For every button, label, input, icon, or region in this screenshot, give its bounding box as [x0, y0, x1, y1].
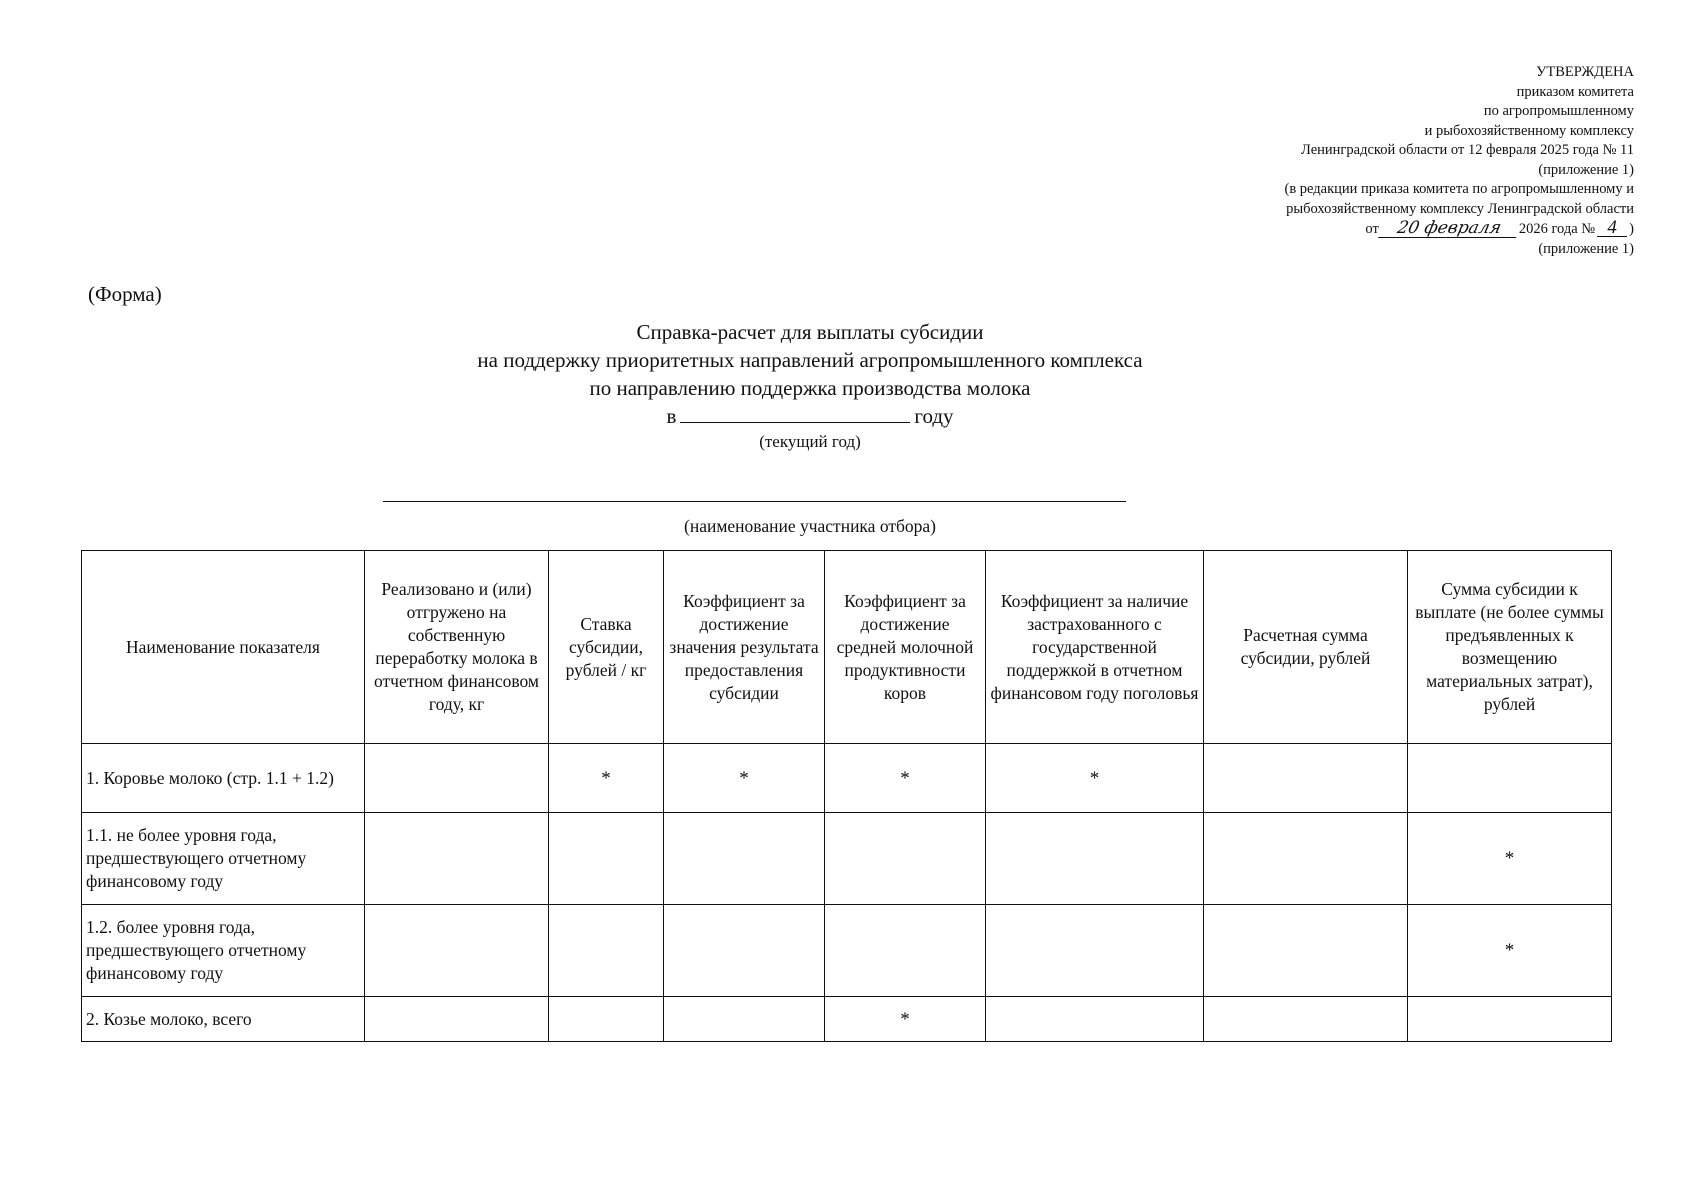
year-suffix: году [914, 404, 954, 428]
table-cell[interactable] [986, 813, 1204, 905]
approval-line: УТВЕРЖДЕНА [1536, 64, 1634, 80]
year-caption: (текущий год) [759, 432, 861, 451]
document-title [0, 318, 1620, 430]
signed-middle: 2026 года № [1518, 221, 1596, 237]
title-line-2: на поддержку приоритетных направлений агропромышленного комплекса [477, 348, 1143, 372]
table-header-row [82, 551, 1612, 744]
table-cell[interactable] [365, 744, 549, 813]
subsidy-table [81, 550, 1612, 1042]
approval-block [1284, 63, 1634, 259]
approval-line: приказом комитета [1516, 83, 1634, 100]
table-cell[interactable] [825, 905, 986, 997]
table-row [82, 905, 1612, 997]
row-name: 1. Коровье молоко (стр. 1.1 + 1.2) [82, 744, 365, 813]
year-blank-field[interactable] [680, 402, 910, 423]
approval-line: и рыбохозяйственному комплексу [1424, 122, 1634, 139]
table-row [82, 997, 1612, 1042]
table-cell[interactable]: * [549, 744, 664, 813]
table-cell[interactable]: * [1408, 905, 1612, 997]
year-prefix: в [666, 404, 677, 428]
column-header: Ставка субсидии, рублей / кг [549, 551, 664, 744]
table-cell[interactable] [825, 813, 986, 905]
table-cell[interactable] [549, 997, 664, 1042]
table-cell[interactable] [664, 905, 825, 997]
column-header: Расчетная сумма субсидии, рублей [1204, 551, 1408, 744]
table-cell[interactable]: * [825, 997, 986, 1042]
table-cell[interactable] [1204, 997, 1408, 1042]
table-cell[interactable]: * [664, 744, 825, 813]
column-header: Коэффициент за наличие застрахованного с государственной поддержкой в отчетном финансовом году поголовья [986, 551, 1204, 744]
table-cell[interactable]: * [825, 744, 986, 813]
signed-suffix: ) [1629, 221, 1634, 237]
column-header: Реализовано и (или) отгружено на собственную переработку молока в отчетном финансовом году, кг [365, 551, 549, 744]
approval-line: (в редакции приказа комитета по агропромышленному и [1284, 181, 1634, 197]
title-year-line [0, 402, 1620, 430]
approval-line: Ленинградской области от 12 февраля 2025 года № 11 [1300, 142, 1634, 158]
table-cell[interactable] [664, 997, 825, 1042]
table-cell[interactable] [1408, 744, 1612, 813]
table-cell[interactable] [986, 997, 1204, 1042]
table-cell[interactable] [549, 813, 664, 905]
column-header: Коэффициент за достижение значения результата предоставления субсидии [664, 551, 825, 744]
approval-line: (приложение 1) [1538, 161, 1634, 178]
signed-prefix: от [1365, 221, 1379, 237]
table-cell[interactable] [549, 905, 664, 997]
table-cell[interactable]: * [986, 744, 1204, 813]
approval-line: по агропромышленному [1483, 103, 1634, 119]
column-header: Наименование показателя [82, 551, 365, 744]
row-name: 2. Козье молоко, всего [82, 997, 365, 1042]
table-cell[interactable] [986, 905, 1204, 997]
handwritten-number: 4 [1597, 219, 1627, 237]
table-cell[interactable]: * [1408, 813, 1612, 905]
table-cell[interactable] [1204, 744, 1408, 813]
column-header: Сумма субсидии к выплате (не более суммы предъявленных к возмещению материальных затрат), рублей [1408, 551, 1612, 744]
table-cell[interactable] [365, 905, 549, 997]
amendment-signature-line [1284, 219, 1634, 240]
approval-line: рыбохозяйственному комплексу Ленинградской области [1286, 200, 1634, 217]
column-header: Коэффициент за достижение средней молочной продуктивности коров [825, 551, 986, 744]
title-line-3: по направлению поддержка производства молока [589, 376, 1031, 400]
table-row [82, 744, 1612, 813]
table-row [82, 813, 1612, 905]
table-cell[interactable] [1204, 905, 1408, 997]
table-cell[interactable] [365, 813, 549, 905]
form-label: (Форма) [88, 282, 162, 306]
title-line-1: Справка-расчет для выплаты субсидии [636, 320, 984, 344]
participant-caption: (наименование участника отбора) [684, 516, 936, 536]
row-name: 1.1. не более уровня года, предшествующего отчетному финансовому году [82, 813, 365, 905]
row-name: 1.2. более уровня года, предшествующего отчетному финансовому году [82, 905, 365, 997]
table-cell[interactable] [365, 997, 549, 1042]
handwritten-date: 20 февраля [1378, 220, 1520, 238]
approval-last-line: (приложение 1) [1538, 240, 1634, 257]
table-cell[interactable] [664, 813, 825, 905]
participant-blank-field[interactable] [383, 501, 1126, 502]
table-cell[interactable] [1408, 997, 1612, 1042]
table-cell[interactable] [1204, 813, 1408, 905]
